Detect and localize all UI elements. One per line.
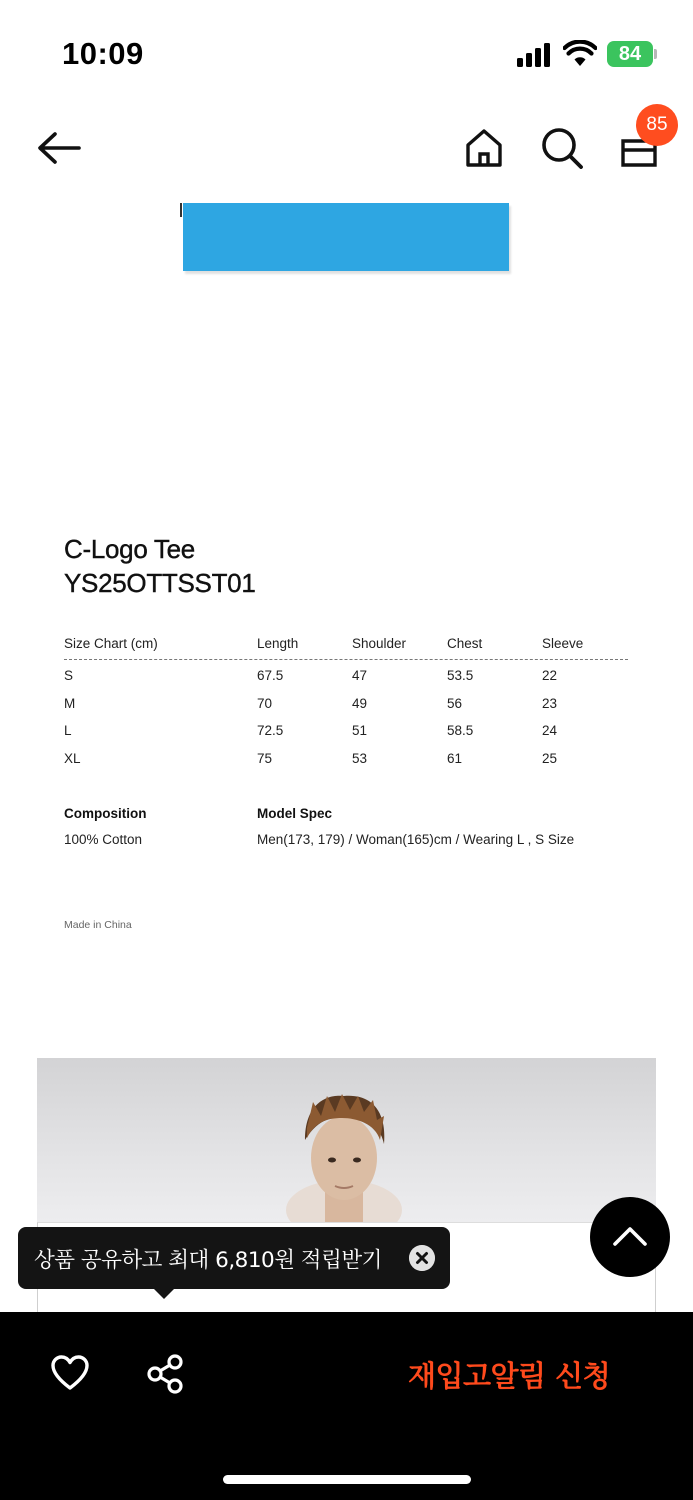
size-chart-header-cell: Size Chart (cm) [64, 636, 158, 651]
size-chart-row [64, 696, 628, 724]
size-chart-cell: 58.5 [447, 723, 474, 738]
close-icon[interactable] [409, 1245, 435, 1271]
size-chart-cell: 53.5 [447, 668, 474, 683]
tooltip-arrow [153, 1288, 175, 1299]
product-name: C-Logo Tee [64, 534, 195, 564]
size-chart-cell: S [64, 668, 74, 683]
status-bar [0, 0, 693, 100]
heart-icon[interactable] [50, 1354, 90, 1392]
size-chart-header [64, 636, 628, 660]
model-spec-label: Model Spec [257, 806, 333, 821]
size-chart-row [64, 723, 628, 751]
battery-level: 84 [618, 43, 642, 65]
size-chart-cell: 24 [542, 723, 558, 738]
home-icon[interactable] [464, 128, 504, 168]
size-chart-cell: 61 [447, 750, 463, 766]
size-chart-cell: 75 [257, 750, 273, 766]
size-chart-cell: 56 [447, 695, 463, 711]
size-chart-cell: 22 [542, 668, 558, 683]
size-chart-header-cell: Sleeve [542, 636, 584, 651]
size-chart-cell: 25 [542, 750, 558, 766]
restock-notify-button[interactable]: 재입고알림 신청 [408, 1359, 611, 1393]
model-figure [37, 1058, 656, 1228]
size-chart-cell: M [64, 695, 76, 711]
size-chart-header-cell: Shoulder [352, 636, 407, 651]
share-icon[interactable] [146, 1354, 184, 1394]
bottom-action-bar [0, 1312, 693, 1500]
composition-value: 100% Cotton [64, 832, 143, 847]
size-chart-header-cell: Length [257, 636, 299, 651]
cellular-signal-icon [517, 43, 553, 67]
product-image-edge [180, 203, 182, 217]
home-indicator [223, 1475, 471, 1484]
model-photo [37, 1058, 656, 1228]
cart-count-badge[interactable]: 85 [636, 104, 678, 146]
size-chart-table [64, 636, 628, 778]
size-chart-cell: 53 [352, 750, 368, 766]
size-chart-cell: 67.5 [257, 668, 284, 683]
scroll-to-top-button[interactable] [590, 1197, 670, 1277]
size-chart-cell: 49 [352, 695, 368, 711]
model-spec-value: Men(173, 179) / Woman(165)cm / Wearing L , S Size [257, 832, 575, 847]
product-image [183, 203, 509, 271]
battery-icon [607, 41, 657, 67]
share-reward-tooltip-text: 상품 공유하고 최대 6,810원 적립받기 [34, 1248, 382, 1273]
share-reward-tooltip[interactable] [18, 1227, 450, 1289]
made-in-label: Made in China [64, 919, 132, 931]
search-icon[interactable] [541, 127, 583, 169]
composition-label: Composition [64, 806, 147, 821]
size-chart-cell: 23 [542, 695, 558, 711]
status-time: 10:09 [62, 36, 144, 71]
size-chart-row [64, 751, 628, 779]
nav-bar [0, 100, 693, 200]
size-chart-row [64, 668, 628, 696]
size-chart-cell: XL [64, 750, 81, 766]
chevron-up-icon [590, 1197, 670, 1277]
back-arrow-icon[interactable] [36, 128, 82, 168]
wifi-icon [563, 40, 597, 68]
product-code: YS25OTTSST01 [64, 568, 256, 598]
size-chart-header-cell: Chest [447, 636, 483, 651]
size-chart-cell: 72.5 [257, 723, 284, 738]
size-chart-cell: L [64, 723, 72, 738]
size-chart-cell: 70 [257, 695, 273, 711]
size-chart-cell: 51 [352, 723, 368, 738]
size-chart-cell: 47 [352, 668, 368, 683]
